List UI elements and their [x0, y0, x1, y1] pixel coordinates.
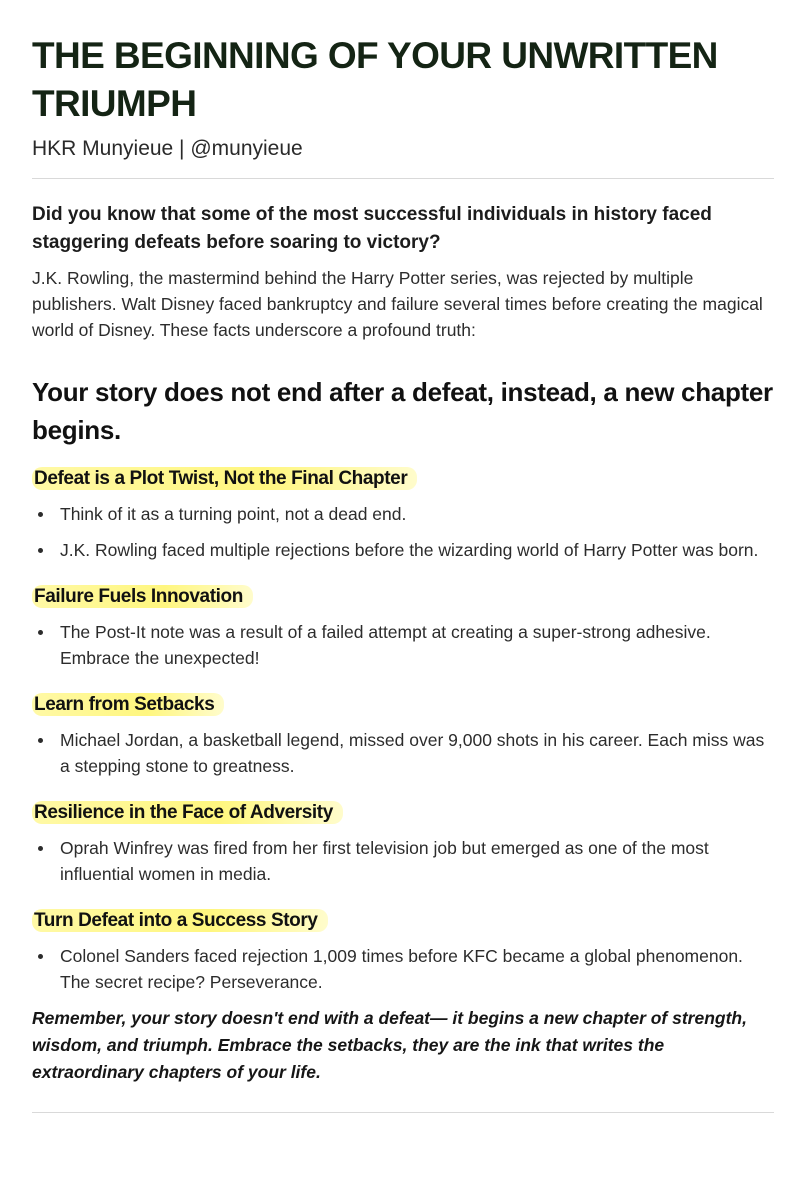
section: [32, 465, 774, 563]
article: [32, 32, 774, 1113]
highlighted-heading-text: Turn Defeat into a Success Story: [32, 909, 328, 932]
bullet-list: [32, 943, 774, 995]
bullet-list: [32, 727, 774, 779]
highlighted-heading-text: Learn from Setbacks: [32, 693, 224, 716]
list-item: J.K. Rowling faced multiple rejections before the wizarding world of Harry Potter was born.: [32, 537, 774, 563]
section-heading: [32, 907, 774, 935]
list-item: Michael Jordan, a basketball legend, missed over 9,000 shots in his career. Each miss was a stepping stone to greatness.: [32, 727, 774, 779]
author-byline: HKR Munyieue | @munyieue: [32, 137, 303, 160]
bottom-divider: [32, 1112, 774, 1113]
section: [32, 907, 774, 995]
bullet-list: [32, 835, 774, 887]
closing-statement: Remember, your story doesn't end with a defeat— it begins a new chapter of strength, wisdom, and triumph. Embrace the setbacks, they are the ink that writes the extraordinary chapters of your life.: [32, 1008, 747, 1082]
list-item: The Post-It note was a result of a failed attempt at creating a super-strong adhesive. Embrace the unexpected!: [32, 619, 774, 671]
section-heading: [32, 799, 774, 827]
bullet-list: [32, 501, 774, 563]
intro-paragraph: J.K. Rowling, the mastermind behind the Harry Potter series, was rejected by multiple publishers. Walt Disney faced bankruptcy and failure several times before creating the magical world of Disney. These facts underscore a profound truth:: [32, 268, 763, 340]
section: [32, 691, 774, 779]
page-title: THE BEGINNING OF YOUR UNWRITTEN TRIUMPH: [32, 35, 718, 124]
highlighted-heading-text: Defeat is a Plot Twist, Not the Final Chapter: [32, 467, 417, 490]
section-heading: [32, 465, 774, 493]
highlighted-heading-text: Failure Fuels Innovation: [32, 585, 253, 608]
list-item: Oprah Winfrey was fired from her first television job but emerged as one of the most influential women in media.: [32, 835, 774, 887]
section: [32, 799, 774, 887]
section-heading: [32, 691, 774, 719]
highlighted-heading-text: Resilience in the Face of Adversity: [32, 801, 343, 824]
key-statement: Your story does not end after a defeat, instead, a new chapter begins.: [32, 377, 773, 445]
lead-question: Did you know that some of the most successful individuals in history faced staggering defeats before soaring to victory?: [32, 204, 712, 253]
top-divider: [32, 178, 774, 179]
section-heading: [32, 583, 774, 611]
list-item: Think of it as a turning point, not a dead end.: [32, 501, 774, 527]
bullet-list: [32, 619, 774, 671]
section: [32, 583, 774, 671]
list-item: Colonel Sanders faced rejection 1,009 times before KFC became a global phenomenon. The secret recipe? Perseverance.: [32, 943, 774, 995]
